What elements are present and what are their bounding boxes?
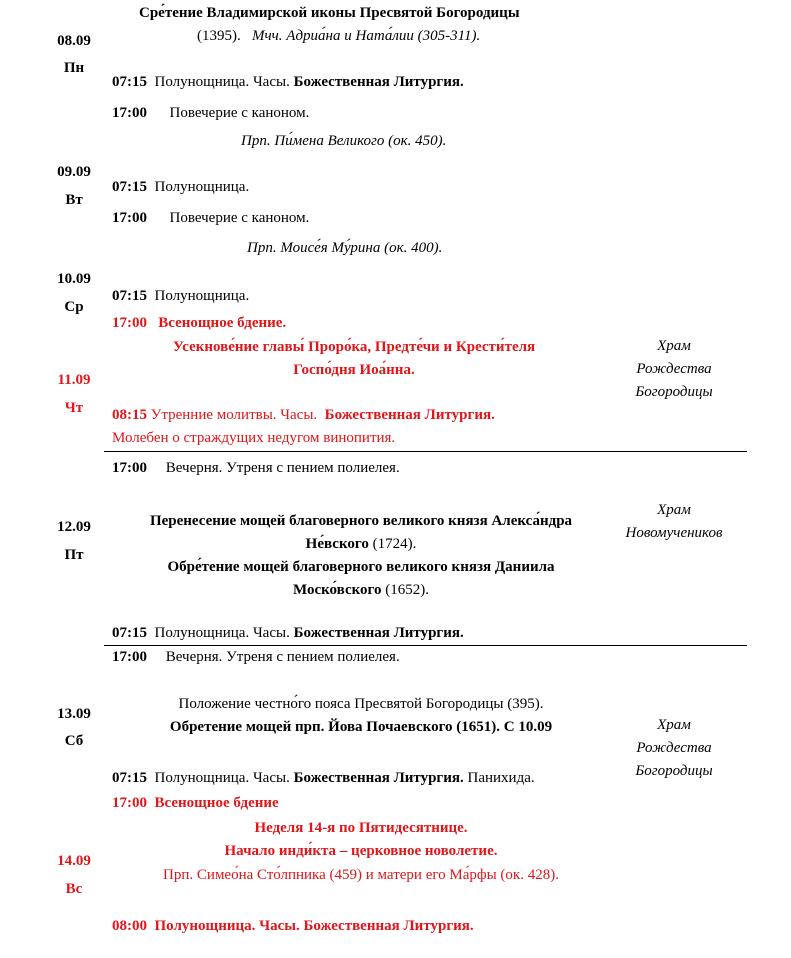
service-row xyxy=(112,209,309,227)
service-time: 17:00 xyxy=(112,105,147,121)
day-date: 10.09 xyxy=(57,271,91,287)
service-time: 07:15 xyxy=(112,288,147,304)
feast-title: Перенесение мощей благоверного великого князя Алекса́ндра xyxy=(149,513,573,529)
day-date: 09.09 xyxy=(57,164,91,180)
temple-label xyxy=(612,499,736,545)
service-text: Полунощница. xyxy=(154,288,250,304)
feast-year: (1652). xyxy=(385,582,429,598)
service-time: 07:15 xyxy=(112,74,147,90)
divider-line xyxy=(104,645,747,646)
day-weekday: Ср xyxy=(64,299,84,315)
day-date: 14.09 xyxy=(57,853,91,869)
saint-commemoration: Прп. Моисе́я Му́рина (ок. 400). xyxy=(247,240,443,256)
feast-year: (1724). xyxy=(372,536,417,552)
service-text: Повечерие с каноном. xyxy=(169,210,310,226)
liturgy-text: Божественная Литургия. xyxy=(293,74,464,90)
temple-line: Рождества xyxy=(636,740,712,756)
liturgy-text: Божественная Литургия. xyxy=(293,625,464,641)
panikhida-text: Панихида. xyxy=(467,770,535,786)
day-date: 11.09 xyxy=(57,372,91,388)
divider-line xyxy=(104,451,747,452)
service-time: 08:00 xyxy=(112,918,147,934)
day-date: 08.09 xyxy=(57,33,91,49)
temple-line: Богородицы xyxy=(635,384,713,400)
service-time: 17:00 xyxy=(112,649,147,665)
feast-title: Обретение мощей прп. Йова Почаевского (1651). С 10.09 xyxy=(169,719,553,735)
temple-line: Храм xyxy=(657,502,691,518)
feast-year: (1395). xyxy=(197,28,241,44)
temple-line: Богородицы xyxy=(635,763,713,779)
service-text: Полунощница. xyxy=(154,179,250,195)
temple-line: Храм xyxy=(657,338,691,354)
feast-title: Усекнове́ние главы́ Проро́ка, Предте́чи и Крести́теля xyxy=(172,339,536,355)
day-weekday: Вт xyxy=(65,192,83,208)
service-text: Полунощница. Часы. xyxy=(154,74,290,90)
liturgy-text: Полунощница. Часы. Божественная Литургия. xyxy=(154,918,474,934)
temple-label xyxy=(612,714,736,783)
saint-name: Моско́вского xyxy=(292,582,382,598)
day-weekday: Вс xyxy=(65,881,83,897)
service-text: Утренние молитвы. Часы. xyxy=(150,407,318,423)
service-row xyxy=(112,314,286,332)
service-row xyxy=(112,769,535,787)
temple-line: Новомучеников xyxy=(625,525,723,541)
service-time: 17:00 xyxy=(112,795,147,811)
service-time: 08:15 xyxy=(112,407,147,423)
martyrs-commemoration: Мчч. Адриа́на и Ната́лии (305-311). xyxy=(252,28,481,44)
service-row xyxy=(112,178,249,196)
temple-line: Храм xyxy=(657,717,691,733)
feast-subtitle xyxy=(197,27,480,45)
service-row xyxy=(112,648,400,666)
feast-title-cont: Госпо́дня Иоа́нна. xyxy=(293,362,415,378)
service-time: 07:15 xyxy=(112,179,147,195)
feast-title-cont xyxy=(104,535,618,553)
feast-title: Положение честно́го пояса Пресвятой Богородицы (395). xyxy=(178,696,544,712)
service-text: Вечерня. Утреня с пением полиелея. xyxy=(165,649,400,665)
day-weekday: Пт xyxy=(64,547,84,563)
feast-title: Начало инди́кта – церковное новолетие. xyxy=(224,843,498,859)
service-row xyxy=(112,73,464,91)
temple-label xyxy=(612,335,736,404)
feast-title: Сре́тение Владимирской иконы Пресвятой Богородицы xyxy=(139,5,520,21)
day-weekday: Пн xyxy=(63,60,85,76)
service-text: Полунощница. Часы. xyxy=(154,770,290,786)
service-time: 17:00 xyxy=(112,460,147,476)
saint-name: Не́вского xyxy=(305,536,369,552)
service-row xyxy=(112,287,249,305)
service-time: 07:15 xyxy=(112,625,147,641)
saint-commemoration: Прп. Симео́на Сто́лпника (459) и матери его Ма́рфы (ок. 428). xyxy=(163,867,559,883)
service-row xyxy=(112,794,279,812)
feast-title-cont xyxy=(104,581,618,599)
day-date: 12.09 xyxy=(57,519,91,535)
service-time: 17:00 xyxy=(112,315,147,331)
saint-commemoration: Прп. Пи́мена Великого (ок. 450). xyxy=(241,133,447,149)
service-text: Полунощница. Часы. xyxy=(154,625,290,641)
day-weekday: Сб xyxy=(64,733,84,749)
service-row xyxy=(112,104,309,122)
service-row xyxy=(112,624,464,642)
liturgy-text: Божественная Литургия. xyxy=(293,770,464,786)
service-row xyxy=(112,917,474,935)
day-weekday: Чт xyxy=(64,400,84,416)
vigil-text: Всенощное бдение xyxy=(154,795,279,811)
service-time: 07:15 xyxy=(112,770,147,786)
feast-title: Обре́тение мощей благоверного великого князя Даниила xyxy=(167,559,555,575)
day-date: 13.09 xyxy=(57,706,91,722)
temple-line: Рождества xyxy=(636,361,712,377)
service-row xyxy=(112,459,400,477)
service-row xyxy=(112,406,495,424)
moleben-text: Молебен о страждущих недугом винопития. xyxy=(112,430,396,446)
service-time: 17:00 xyxy=(112,210,147,226)
feast-title: Неделя 14-я по Пятидесятнице. xyxy=(254,820,468,836)
service-text: Повечерие с каноном. xyxy=(169,105,310,121)
liturgy-text: Божественная Литургия. xyxy=(324,407,495,423)
service-text: Вечерня. Утреня с пением полиелея. xyxy=(165,460,400,476)
vigil-text: Всенощное бдение. xyxy=(158,315,287,331)
